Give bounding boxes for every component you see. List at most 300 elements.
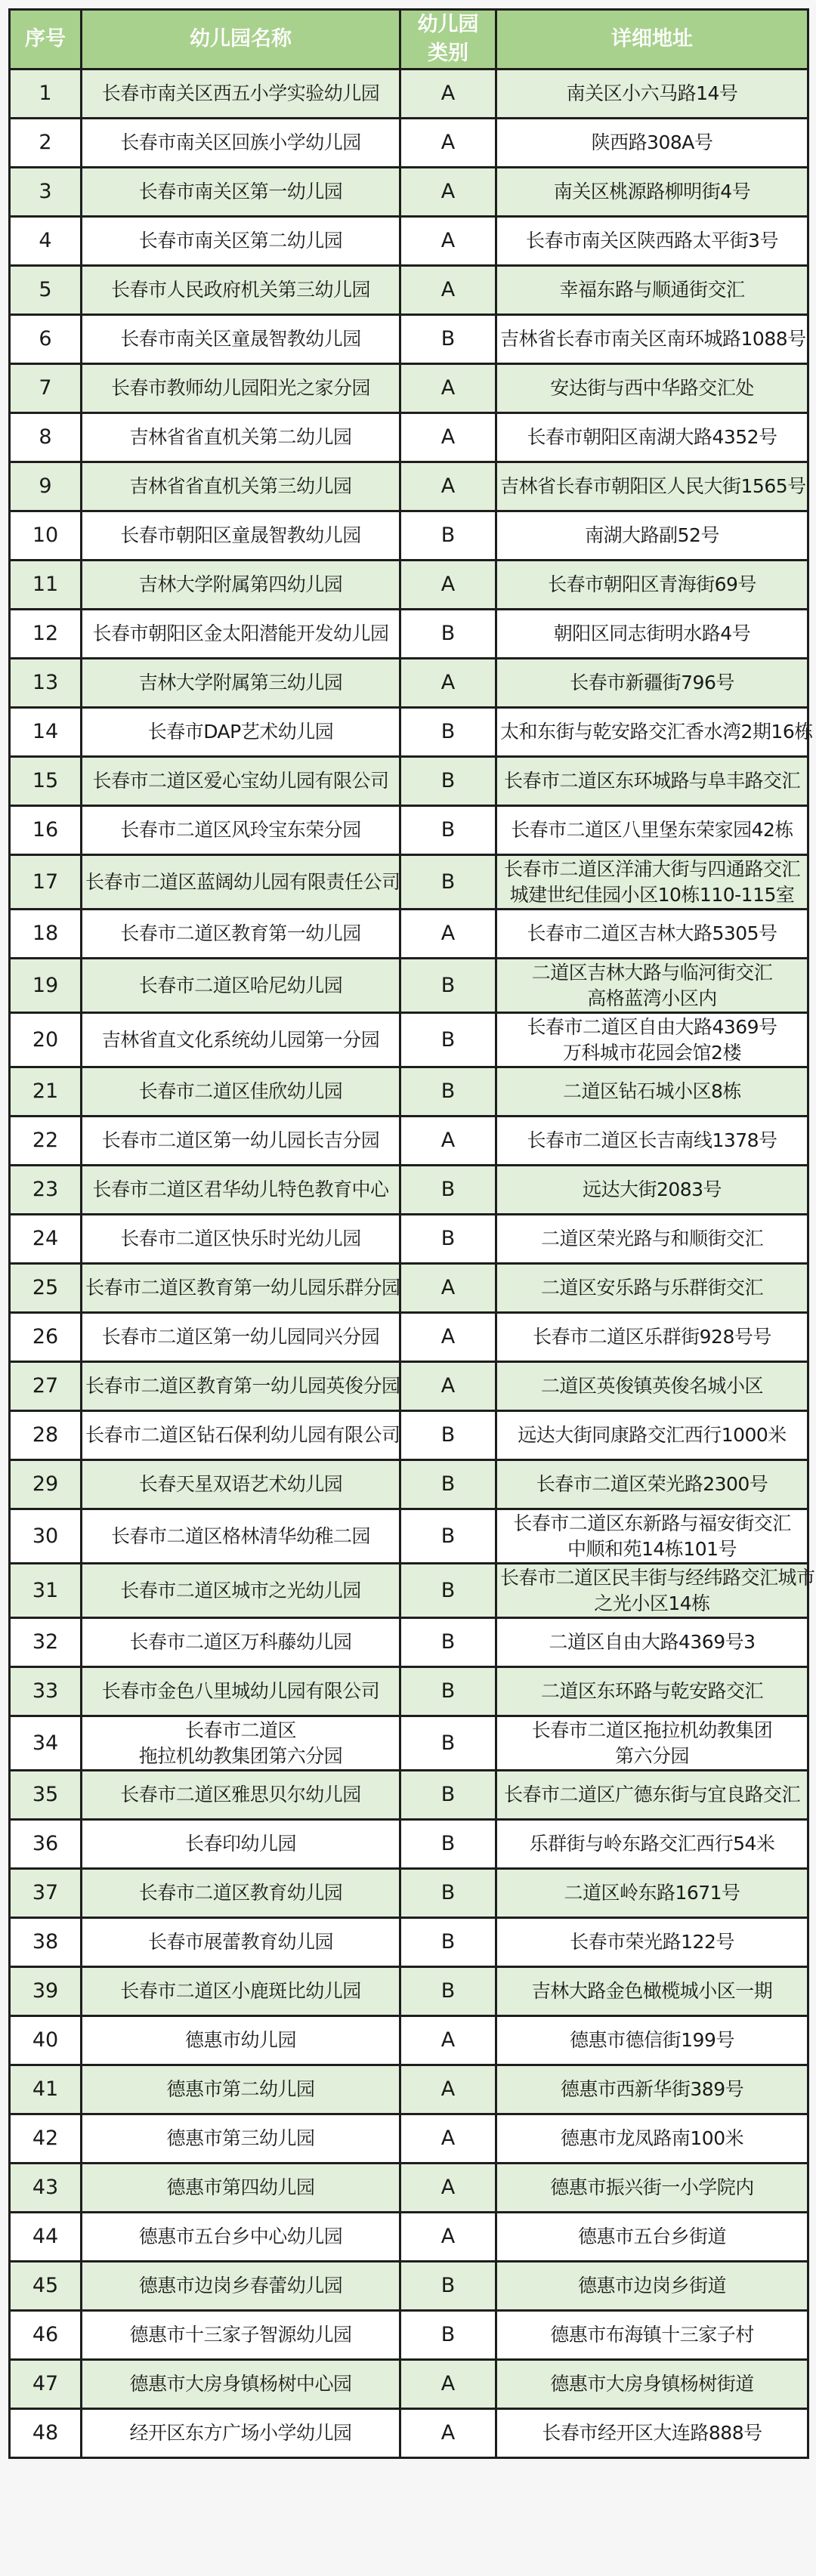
header-detailed-address: 详细地址	[496, 10, 808, 69]
cell-category: A	[400, 659, 496, 708]
cell-address	[496, 2016, 808, 2065]
table-row	[10, 2114, 808, 2164]
cell-address	[496, 69, 808, 119]
name-line: 长春市南关区西五小学实验幼儿园	[101, 82, 380, 104]
address-line: 南湖大路副52号	[585, 524, 719, 546]
table-row	[10, 1716, 808, 1771]
cell-serial-number: 33	[10, 1667, 82, 1716]
cell-kindergarten-name	[82, 806, 400, 855]
cell-address	[496, 2164, 808, 2213]
address-line: 第六分园	[614, 1744, 689, 1767]
cell-address	[496, 959, 808, 1013]
address-line: 长春市南关区陕西路太平街3号	[526, 230, 778, 252]
cell-address	[496, 2114, 808, 2164]
header-category-line1: 幼儿园	[417, 13, 479, 36]
cell-kindergarten-name	[82, 1166, 400, 1215]
address-line: 幸福东路与顺通街交汇	[559, 279, 745, 301]
table-header-row	[10, 10, 808, 69]
name-line: 长春市二道区爱心宝幼儿园有限公司	[92, 770, 389, 792]
name-line: 吉林省省直机关第三幼儿园	[129, 475, 352, 497]
cell-address	[496, 168, 808, 217]
address-line: 中顺和苑14栋101号	[567, 1537, 737, 1560]
address-line: 南关区小六马路14号	[566, 82, 738, 104]
cell-address	[496, 1820, 808, 1869]
table-row	[10, 659, 808, 708]
cell-kindergarten-name	[82, 1460, 400, 1509]
cell-kindergarten-name	[82, 1618, 400, 1667]
address-line: 长春市朝阳区南湖大路4352号	[527, 426, 777, 448]
cell-kindergarten-name	[82, 462, 400, 511]
cell-kindergarten-name	[82, 69, 400, 119]
cell-category: B	[400, 855, 496, 910]
cell-address	[496, 1460, 808, 1509]
cell-serial-number: 9	[10, 462, 82, 511]
cell-kindergarten-name	[82, 1967, 400, 2016]
table-row	[10, 2360, 808, 2409]
cell-serial-number: 15	[10, 757, 82, 806]
name-line: 长春市二道区城市之光幼儿园	[120, 1579, 361, 1602]
table-row	[10, 413, 808, 462]
table-row	[10, 910, 808, 959]
cell-serial-number: 28	[10, 1411, 82, 1460]
table-row	[10, 1918, 808, 1967]
table-row	[10, 1460, 808, 1509]
address-line: 德惠市大房身镇杨树街道	[550, 2373, 754, 2395]
address-line: 德惠市振兴街一小学院内	[550, 2176, 754, 2198]
address-line: 德惠市西新华街389号	[560, 2078, 744, 2100]
cell-category: A	[400, 217, 496, 266]
table-row	[10, 1967, 808, 2016]
cell-serial-number: 12	[10, 610, 82, 659]
table-row	[10, 2065, 808, 2114]
table-row	[10, 1618, 808, 1667]
table-row	[10, 1362, 808, 1411]
address-line: 德惠市边岗乡街道	[577, 2275, 726, 2296]
cell-address	[496, 511, 808, 561]
table-row	[10, 2409, 808, 2458]
cell-serial-number: 36	[10, 1820, 82, 1869]
cell-category: B	[400, 1215, 496, 1264]
cell-address	[496, 119, 808, 168]
table-row	[10, 1564, 808, 1618]
cell-address	[496, 1716, 808, 1771]
cell-category: A	[400, 2114, 496, 2164]
cell-category: B	[400, 1716, 496, 1771]
cell-category: A	[400, 364, 496, 413]
cell-address	[496, 266, 808, 315]
cell-kindergarten-name	[82, 561, 400, 610]
name-line: 德惠市大房身镇杨树中心园	[129, 2373, 352, 2395]
table-row	[10, 2016, 808, 2065]
cell-serial-number: 19	[10, 959, 82, 1013]
address-line: 城建世纪佳园小区10栋110-115室	[509, 883, 795, 906]
cell-serial-number: 7	[10, 364, 82, 413]
name-line: 长春市二道区教育第一幼儿园	[120, 922, 361, 944]
address-line: 远达大街2083号	[582, 1178, 722, 1200]
cell-serial-number: 37	[10, 1869, 82, 1918]
cell-serial-number: 23	[10, 1166, 82, 1215]
table-row	[10, 806, 808, 855]
cell-category: B	[400, 1460, 496, 1509]
address-line: 长春市二道区荣光路2300号	[536, 1473, 768, 1495]
address-line: 万科城市花园会馆2楼	[563, 1041, 741, 1064]
cell-serial-number: 20	[10, 1013, 82, 1067]
cell-kindergarten-name	[82, 1869, 400, 1918]
address-line: 长春市二道区洋浦大街与四通路交汇	[503, 857, 800, 880]
cell-kindergarten-name	[82, 2311, 400, 2360]
cell-kindergarten-name	[82, 2114, 400, 2164]
cell-serial-number: 48	[10, 2409, 82, 2458]
cell-address	[496, 757, 808, 806]
cell-category: A	[400, 1264, 496, 1313]
cell-kindergarten-name	[82, 1667, 400, 1716]
cell-kindergarten-name	[82, 364, 400, 413]
cell-category: B	[400, 1618, 496, 1667]
table-row	[10, 1264, 808, 1313]
cell-serial-number: 8	[10, 413, 82, 462]
cell-address	[496, 1918, 808, 1967]
cell-serial-number: 17	[10, 855, 82, 910]
cell-kindergarten-name	[82, 1067, 400, 1117]
name-line: 长春市二道区第一幼儿园同兴分园	[101, 1326, 380, 1348]
cell-serial-number: 40	[10, 2016, 82, 2065]
table-row	[10, 757, 808, 806]
address-line: 德惠市龙凤路南100米	[560, 2127, 744, 2149]
cell-kindergarten-name	[82, 217, 400, 266]
cell-address	[496, 806, 808, 855]
cell-address	[496, 315, 808, 364]
table-row	[10, 1013, 808, 1067]
table-row	[10, 610, 808, 659]
cell-address	[496, 1166, 808, 1215]
table-row	[10, 855, 808, 910]
cell-kindergarten-name	[82, 1362, 400, 1411]
cell-category: A	[400, 413, 496, 462]
address-line: 南关区桃源路柳明街4号	[553, 181, 751, 202]
address-line: 高格蓝湾小区内	[587, 987, 717, 1009]
name-line: 长春市二道区雅思贝尔幼儿园	[120, 1784, 361, 1805]
address-line: 乐群街与岭东路交汇西行54米	[529, 1833, 775, 1855]
table-row	[10, 1411, 808, 1460]
address-line: 吉林省长春市朝阳区人民大街1565号	[500, 475, 806, 497]
cell-serial-number: 5	[10, 266, 82, 315]
cell-serial-number: 24	[10, 1215, 82, 1264]
header-serial-number: 序号	[10, 10, 82, 69]
table-row	[10, 217, 808, 266]
name-line: 吉林省直文化系统幼儿园第一分园	[101, 1028, 380, 1051]
cell-kindergarten-name	[82, 1564, 400, 1618]
cell-address	[496, 1117, 808, 1166]
name-line: 长春市二道区佳欣幼儿园	[138, 1080, 343, 1102]
name-line: 长春市二道区教育第一幼儿园乐群分园	[85, 1277, 400, 1299]
cell-serial-number: 11	[10, 561, 82, 610]
table-row	[10, 561, 808, 610]
cell-kindergarten-name	[82, 168, 400, 217]
cell-category: A	[400, 561, 496, 610]
cell-address	[496, 1013, 808, 1067]
name-line: 长春市二道区教育幼儿园	[138, 1882, 343, 1904]
cell-address	[496, 2213, 808, 2262]
cell-category: A	[400, 1362, 496, 1411]
address-line: 二道区东环路与乾安路交汇	[540, 1680, 763, 1702]
cell-kindergarten-name	[82, 610, 400, 659]
cell-category: B	[400, 511, 496, 561]
cell-address	[496, 413, 808, 462]
cell-serial-number: 39	[10, 1967, 82, 2016]
table-row	[10, 511, 808, 561]
address-line: 长春市二道区拖拉机幼教集团	[531, 1719, 773, 1741]
address-line: 长春市二道区吉林大路5305号	[527, 922, 777, 944]
cell-serial-number: 25	[10, 1264, 82, 1313]
table-row	[10, 1509, 808, 1564]
name-line: 吉林大学附属第四幼儿园	[138, 573, 343, 595]
header-kindergarten-category	[400, 10, 496, 69]
cell-kindergarten-name	[82, 2016, 400, 2065]
address-line: 德惠市布海镇十三家子村	[550, 2324, 754, 2346]
cell-serial-number: 6	[10, 315, 82, 364]
cell-category: B	[400, 1967, 496, 2016]
cell-serial-number: 31	[10, 1564, 82, 1618]
cell-serial-number: 45	[10, 2262, 82, 2311]
address-line: 长春市二道区东新路与福安街交汇	[513, 1512, 791, 1534]
kindergarten-table	[8, 8, 815, 2459]
address-line: 长春市经开区大连路888号	[542, 2422, 762, 2444]
name-line: 长春市朝阳区童晟智教幼儿园	[120, 524, 361, 546]
cell-kindergarten-name	[82, 1509, 400, 1564]
name-line: 德惠市第三幼儿园	[166, 2127, 315, 2149]
cell-category: A	[400, 2065, 496, 2114]
address-line: 太和东街与乾安路交汇香水湾2期16栋	[500, 721, 813, 743]
table-row	[10, 462, 808, 511]
address-line: 二道区安乐路与乐群街交汇	[540, 1277, 763, 1299]
name-line: 长春市二道区哈尼幼儿园	[138, 974, 343, 996]
cell-address	[496, 1618, 808, 1667]
cell-category: A	[400, 2409, 496, 2458]
address-line: 德惠市五台乡街道	[577, 2225, 726, 2247]
address-line: 长春市朝阳区青海街69号	[548, 573, 756, 595]
address-line: 长春市新疆街796号	[570, 672, 734, 693]
cell-category: B	[400, 1918, 496, 1967]
name-line: 德惠市五台乡中心幼儿园	[138, 2225, 343, 2247]
cell-category: B	[400, 1667, 496, 1716]
name-line: 长春市二道区第一幼儿园长吉分园	[101, 1129, 380, 1151]
cell-category: A	[400, 2213, 496, 2262]
cell-category: B	[400, 708, 496, 757]
cell-kindergarten-name	[82, 1313, 400, 1362]
cell-serial-number: 1	[10, 69, 82, 119]
cell-serial-number: 2	[10, 119, 82, 168]
cell-category: A	[400, 2360, 496, 2409]
cell-serial-number: 32	[10, 1618, 82, 1667]
name-line: 德惠市边岗乡春蕾幼儿园	[138, 2275, 343, 2296]
cell-kindergarten-name	[82, 2164, 400, 2213]
address-line: 二道区钻石城小区8栋	[563, 1080, 741, 1102]
name-line: 德惠市第二幼儿园	[166, 2078, 315, 2100]
table-row	[10, 1869, 808, 1918]
name-line: 长春市南关区童晟智教幼儿园	[120, 328, 361, 350]
cell-kindergarten-name	[82, 511, 400, 561]
cell-serial-number: 46	[10, 2311, 82, 2360]
table-row	[10, 1313, 808, 1362]
cell-address	[496, 1771, 808, 1820]
table-row	[10, 708, 808, 757]
cell-address	[496, 2262, 808, 2311]
cell-category: B	[400, 610, 496, 659]
name-line: 拖拉机幼教集团第六分园	[138, 1744, 343, 1767]
cell-serial-number: 30	[10, 1509, 82, 1564]
name-line: 长春天星双语艺术幼儿园	[138, 1473, 343, 1495]
table-row	[10, 1667, 808, 1716]
table-row	[10, 1117, 808, 1166]
name-line: 经开区东方广场小学幼儿园	[129, 2422, 352, 2444]
cell-kindergarten-name	[82, 119, 400, 168]
cell-address	[496, 2065, 808, 2114]
cell-serial-number: 14	[10, 708, 82, 757]
cell-kindergarten-name	[82, 1264, 400, 1313]
cell-kindergarten-name	[82, 266, 400, 315]
name-line: 长春印幼儿园	[184, 1833, 296, 1855]
header-category-line2: 类别	[428, 42, 468, 65]
name-line: 长春市金色八里城幼儿园有限公司	[101, 1680, 380, 1702]
cell-kindergarten-name	[82, 2262, 400, 2311]
table-row	[10, 2213, 808, 2262]
cell-category: A	[400, 2016, 496, 2065]
address-line: 德惠市德信街199号	[570, 2029, 734, 2051]
cell-kindergarten-name	[82, 2213, 400, 2262]
cell-serial-number: 29	[10, 1460, 82, 1509]
address-line: 长春市二道区八里堡东荣家园42栋	[511, 819, 793, 841]
header-kindergarten-name: 幼儿园名称	[82, 10, 400, 69]
cell-address	[496, 1264, 808, 1313]
address-line: 二道区岭东路1671号	[564, 1882, 740, 1904]
cell-kindergarten-name	[82, 708, 400, 757]
name-line: 德惠市第四幼儿园	[166, 2176, 315, 2198]
name-line: 长春市二道区格林清华幼稚二园	[110, 1524, 370, 1547]
cell-category: A	[400, 168, 496, 217]
cell-category: B	[400, 1013, 496, 1067]
cell-category: B	[400, 2262, 496, 2311]
cell-category: A	[400, 910, 496, 959]
cell-category: B	[400, 1067, 496, 1117]
name-line: 长春市二道区	[184, 1719, 296, 1741]
name-line: 长春市二道区君华幼儿特色教育中心	[92, 1178, 389, 1200]
cell-address	[496, 1067, 808, 1117]
address-line: 吉林大路金色橄榄城小区一期	[531, 1980, 773, 2002]
table-row	[10, 364, 808, 413]
cell-serial-number: 34	[10, 1716, 82, 1771]
cell-category: A	[400, 69, 496, 119]
address-line: 吉林省长春市南关区南环城路1088号	[500, 328, 806, 350]
cell-kindergarten-name	[82, 1411, 400, 1460]
cell-address	[496, 364, 808, 413]
address-line: 长春市二道区乐群街928号号	[533, 1326, 771, 1348]
name-line: 吉林省省直机关第二幼儿园	[129, 426, 352, 448]
cell-address	[496, 2409, 808, 2458]
address-line: 长春市二道区自由大路4369号	[527, 1015, 777, 1038]
name-line: 长春市人民政府机关第三幼儿园	[110, 279, 370, 301]
cell-address	[496, 910, 808, 959]
cell-serial-number: 13	[10, 659, 82, 708]
address-line: 之光小区14栋	[594, 1592, 710, 1614]
cell-kindergarten-name	[82, 1013, 400, 1067]
table-row	[10, 1166, 808, 1215]
cell-kindergarten-name	[82, 413, 400, 462]
cell-address	[496, 855, 808, 910]
cell-kindergarten-name	[82, 1820, 400, 1869]
cell-kindergarten-name	[82, 757, 400, 806]
address-line: 二道区吉林大路与临河街交汇	[531, 961, 773, 984]
name-line: 长春市二道区快乐时光幼儿园	[120, 1228, 361, 1249]
address-line: 安达街与西中华路交汇处	[550, 377, 754, 399]
address-line: 二道区自由大路4369号3	[549, 1631, 756, 1653]
cell-serial-number: 41	[10, 2065, 82, 2114]
table-row	[10, 266, 808, 315]
cell-kindergarten-name	[82, 2409, 400, 2458]
cell-address	[496, 462, 808, 511]
cell-category: B	[400, 1771, 496, 1820]
cell-address	[496, 1869, 808, 1918]
table-row	[10, 2262, 808, 2311]
name-line: 长春市南关区回族小学幼儿园	[120, 131, 361, 153]
table-row	[10, 1771, 808, 1820]
cell-address	[496, 1967, 808, 2016]
cell-address	[496, 1215, 808, 1264]
table-row	[10, 1215, 808, 1264]
cell-serial-number: 44	[10, 2213, 82, 2262]
cell-serial-number: 16	[10, 806, 82, 855]
cell-category: A	[400, 2164, 496, 2213]
table-row	[10, 959, 808, 1013]
cell-category: A	[400, 266, 496, 315]
name-line: 吉林大学附属第三幼儿园	[138, 672, 343, 693]
cell-kindergarten-name	[82, 1117, 400, 1166]
cell-address	[496, 1411, 808, 1460]
address-line: 陕西路308A号	[591, 131, 713, 153]
table-row	[10, 168, 808, 217]
cell-address	[496, 2311, 808, 2360]
cell-serial-number: 27	[10, 1362, 82, 1411]
cell-address	[496, 217, 808, 266]
name-line: 德惠市十三家子智源幼儿园	[129, 2324, 352, 2346]
cell-kindergarten-name	[82, 1918, 400, 1967]
cell-kindergarten-name	[82, 1771, 400, 1820]
cell-kindergarten-name	[82, 855, 400, 910]
table-row	[10, 2164, 808, 2213]
cell-category: B	[400, 806, 496, 855]
table-row	[10, 1820, 808, 1869]
name-line: 长春市二道区小鹿斑比幼儿园	[120, 1980, 361, 2002]
cell-address	[496, 1564, 815, 1618]
cell-address	[496, 708, 813, 757]
cell-category: B	[400, 1564, 496, 1618]
cell-address	[496, 1509, 808, 1564]
cell-serial-number: 18	[10, 910, 82, 959]
name-line: 长春市南关区第二幼儿园	[138, 230, 343, 252]
cell-category: B	[400, 1166, 496, 1215]
cell-serial-number: 42	[10, 2114, 82, 2164]
name-line: 长春市二道区风玲宝东荣分园	[120, 819, 361, 841]
cell-category: A	[400, 119, 496, 168]
address-line: 长春市二道区民丰街与经纬路交汇城市	[500, 1566, 815, 1589]
cell-category: B	[400, 1411, 496, 1460]
cell-address	[496, 561, 808, 610]
cell-category: B	[400, 1869, 496, 1918]
table-row	[10, 1067, 808, 1117]
name-line: 长春市教师幼儿园阳光之家分园	[110, 377, 370, 399]
cell-address	[496, 1362, 808, 1411]
table-row	[10, 69, 808, 119]
table-row	[10, 2311, 808, 2360]
